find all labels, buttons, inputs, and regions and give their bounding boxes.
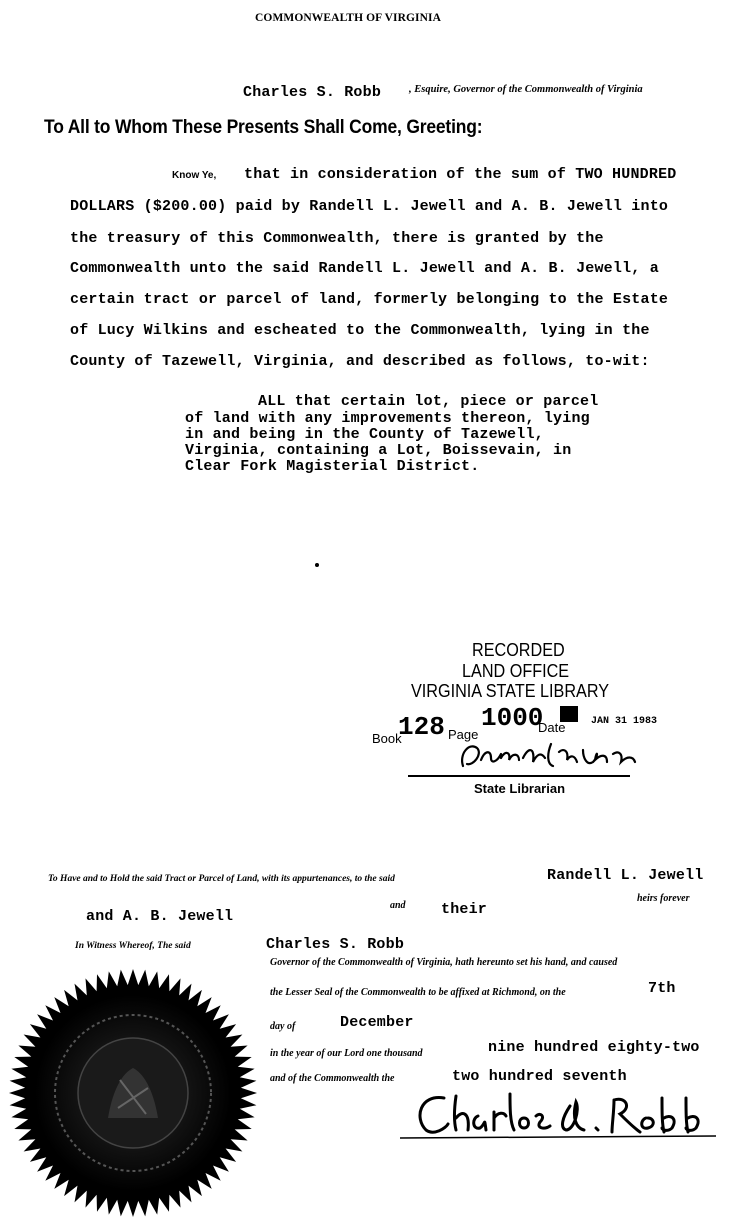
witness-label: In Witness Whereof, The said — [75, 941, 191, 951]
governor-line-2: the Lesser Seal of the Commonwealth to be affixed at Richmond, on the — [270, 987, 566, 998]
stamp-date-label: Date — [538, 720, 566, 735]
stamp-book-number: 128 — [398, 712, 445, 742]
body-line: County of Tazewell, Virginia, and described as follows, to-wit: — [70, 353, 650, 370]
heirs-forever-label: heirs forever — [637, 893, 690, 904]
lesser-seal-icon — [8, 968, 258, 1218]
stamp-library: VIRGINIA STATE LIBRARY — [411, 681, 610, 701]
governor-signature-icon — [400, 1088, 720, 1143]
body-line: DOLLARS ($200.00) paid by Randell L. Jewell and A. B. Jewell into — [70, 198, 669, 215]
stamp-page-number: 1000 — [481, 703, 544, 733]
description-line: in and being in the County of Tazewell, — [185, 426, 544, 443]
stamp-recorded: RECORDED — [472, 640, 565, 660]
commonwealth-label: and of the Commonwealth the — [270, 1073, 395, 1084]
year-label: in the year of our Lord one thousand — [270, 1048, 423, 1059]
to-have-label: To Have and to Hold the said Tract or Parcel of Land, with its appurtenances, to the said — [48, 874, 395, 884]
librarian-signature-icon — [455, 736, 655, 776]
description-line: ALL that certain lot, piece or parcel — [258, 393, 599, 410]
know-ye-label: Know Ye, — [172, 170, 217, 181]
day-value: 7th — [648, 980, 676, 997]
year-value: nine hundred eighty-two — [488, 1039, 700, 1056]
day-of-label: day of — [270, 1021, 296, 1032]
their-label: their — [441, 901, 488, 918]
greeting-heading: To All to Whom These Presents Shall Come, Greeting: — [44, 117, 483, 138]
governor-line-1: Governor of the Commonwealth of Virginia, hath hereunto set his hand, and caused — [270, 957, 618, 968]
description-line: Virginia, containing a Lot, Boissevain, in — [185, 442, 572, 459]
stray-mark — [315, 563, 319, 567]
governor-name: Charles S. Robb — [243, 84, 382, 101]
and-label: and — [390, 900, 406, 911]
stamp-signer-title: State Librarian — [474, 781, 566, 796]
stamp-date-value: JAN 31 1983 — [591, 716, 658, 727]
stamp-page-label: Page — [448, 727, 479, 742]
governor-title: , Esquire, Governor of the Commonwealth of Virginia — [409, 84, 643, 95]
description-line: Clear Fork Magisterial District. — [185, 458, 480, 475]
month-value: December — [340, 1014, 414, 1031]
commonwealth-value: two hundred seventh — [452, 1068, 627, 1085]
description-line: of land with any improvements thereon, lying — [185, 410, 590, 427]
body-line: certain tract or parcel of land, formerly belonging to the Estate — [70, 291, 669, 308]
body-line: Commonwealth unto the said Randell L. Jewell and A. B. Jewell, a — [70, 260, 659, 277]
witness-name: Charles S. Robb — [266, 936, 405, 953]
stamp-book-label: Book — [372, 731, 402, 746]
body-line: of Lucy Wilkins and escheated to the Commonwealth, lying in the — [70, 322, 650, 339]
grantee-name: Randell L. Jewell — [547, 867, 704, 884]
body-line: the treasury of this Commonwealth, there is granted by the — [70, 230, 604, 247]
stamp-land-office: LAND OFFICE — [462, 661, 570, 681]
document-title: COMMONWEALTH OF VIRGINIA — [255, 12, 441, 24]
grantee-name-2: and A. B. Jewell — [86, 908, 234, 925]
signature-line — [408, 775, 630, 777]
body-line: that in consideration of the sum of TWO HUNDRED — [244, 166, 677, 183]
